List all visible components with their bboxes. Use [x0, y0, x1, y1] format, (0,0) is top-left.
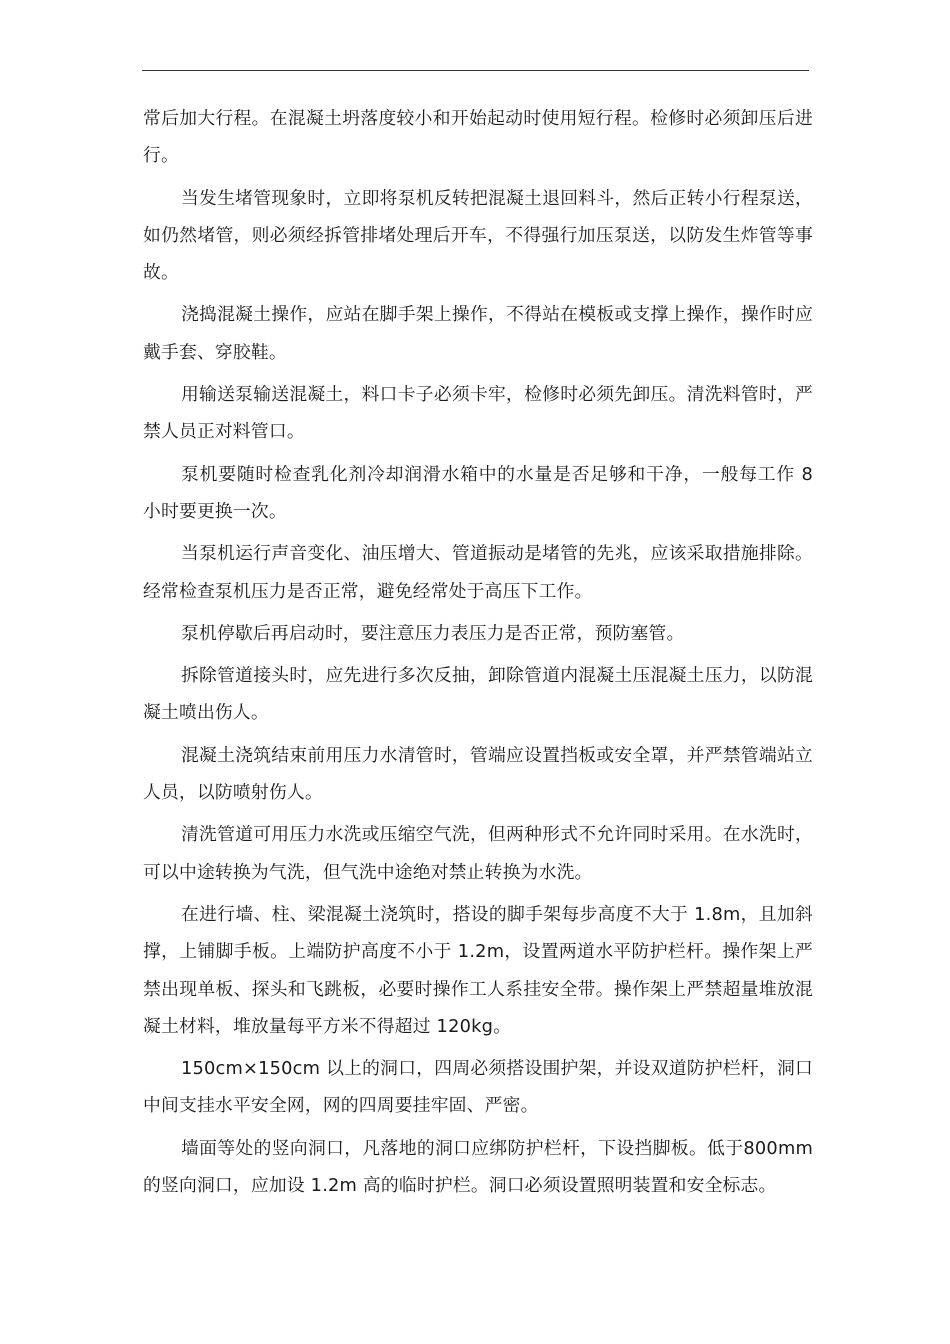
paragraph-blockage-signs: 当泵机运行声音变化、油压增大、管道振动是堵管的先兆，应该采取措施排除。经常检查泵机压力是否正常，避免经常处于高压下工作。 — [143, 543, 813, 602]
paragraph-water-tank-check: 泵机要随时检查乳化剂冷却润滑水箱中的水量是否足够和干净，一般每工作 8 小时要更换一次。 — [143, 463, 813, 522]
paragraph-pipe-blockage: 当发生堵管现象时，立即将泵机反转把混凝土退回料斗，然后正转小行程泵送，如仍然堵管，则必须经拆管排堵处理后开车，不得强行加压泵送，以防发生炸管等事故。 — [143, 187, 813, 284]
paragraph-scaffold-requirements: 在进行墙、柱、梁混凝土浇筑时，搭设的脚手架每步高度不大于 1.8m，且加斜撑，上铺脚手板。上端防护高度不小于 1.2m，设置两道水平防护栏杆。操作架上严禁出现单板、探头和飞跳板，必要时操作工人系挂安全带。操作架上严禁超量堆放混凝土材料，堆放量每平方米不得超过 120kg。 — [143, 903, 813, 1037]
paragraph-pump-delivery: 用输送泵输送混凝土，料口卡子必须卡牢，检修时必须先卸压。清洗料管时，严禁人员正对料管口。 — [143, 384, 813, 443]
paragraph-vertical-openings: 墙面等处的竖向洞口，凡落地的洞口应绑防护栏杆，下设挡脚板。低于800mm 的竖向洞口，应加设 1.2m 高的临时护栏。洞口必须设置照明装置和安全标志。 — [143, 1137, 813, 1197]
paragraph-restart-check: 泵机停歇后再启动时，要注意压力表压力是否正常，预防塞管。 — [181, 622, 685, 644]
paragraph-continuation: 常后加大行程。在混凝土坍落度较小和开始起动时使用短行程。检修时必须卸压后进行。 — [143, 108, 813, 167]
paragraph-pipe-joint-removal: 拆除管道接头时，应先进行多次反抽，卸除管道内混凝土压混凝土压力，以防混凝土喷出伤人。 — [143, 665, 813, 724]
paragraph-pressure-water-cleaning: 混凝土浇筑结束前用压力水清管时，管端应设置挡板或安全罩，并严禁管端站立人员，以防喷射伤人。 — [143, 744, 813, 804]
paragraph-large-openings: 150cm×150cm 以上的洞口，四周必须搭设围护架，并设双道防护栏杆，洞口中间支挂水平安全网，网的四周要挂牢固、严密。 — [143, 1058, 813, 1117]
document-body — [143, 100, 813, 1209]
paragraph-pouring-operation: 浇捣混凝土操作，应站在脚手架上操作，不得站在模板或支撑上操作，操作时应戴手套、穿胶鞋。 — [143, 304, 813, 363]
paragraph-pipe-washing: 清洗管道可用压力水洗或压缩空气洗，但两种形式不允许同时采用。在水洗时，可以中途转换为气洗，但气洗中途绝对禁止转换为水洗。 — [143, 824, 813, 883]
header-rule — [142, 70, 809, 71]
